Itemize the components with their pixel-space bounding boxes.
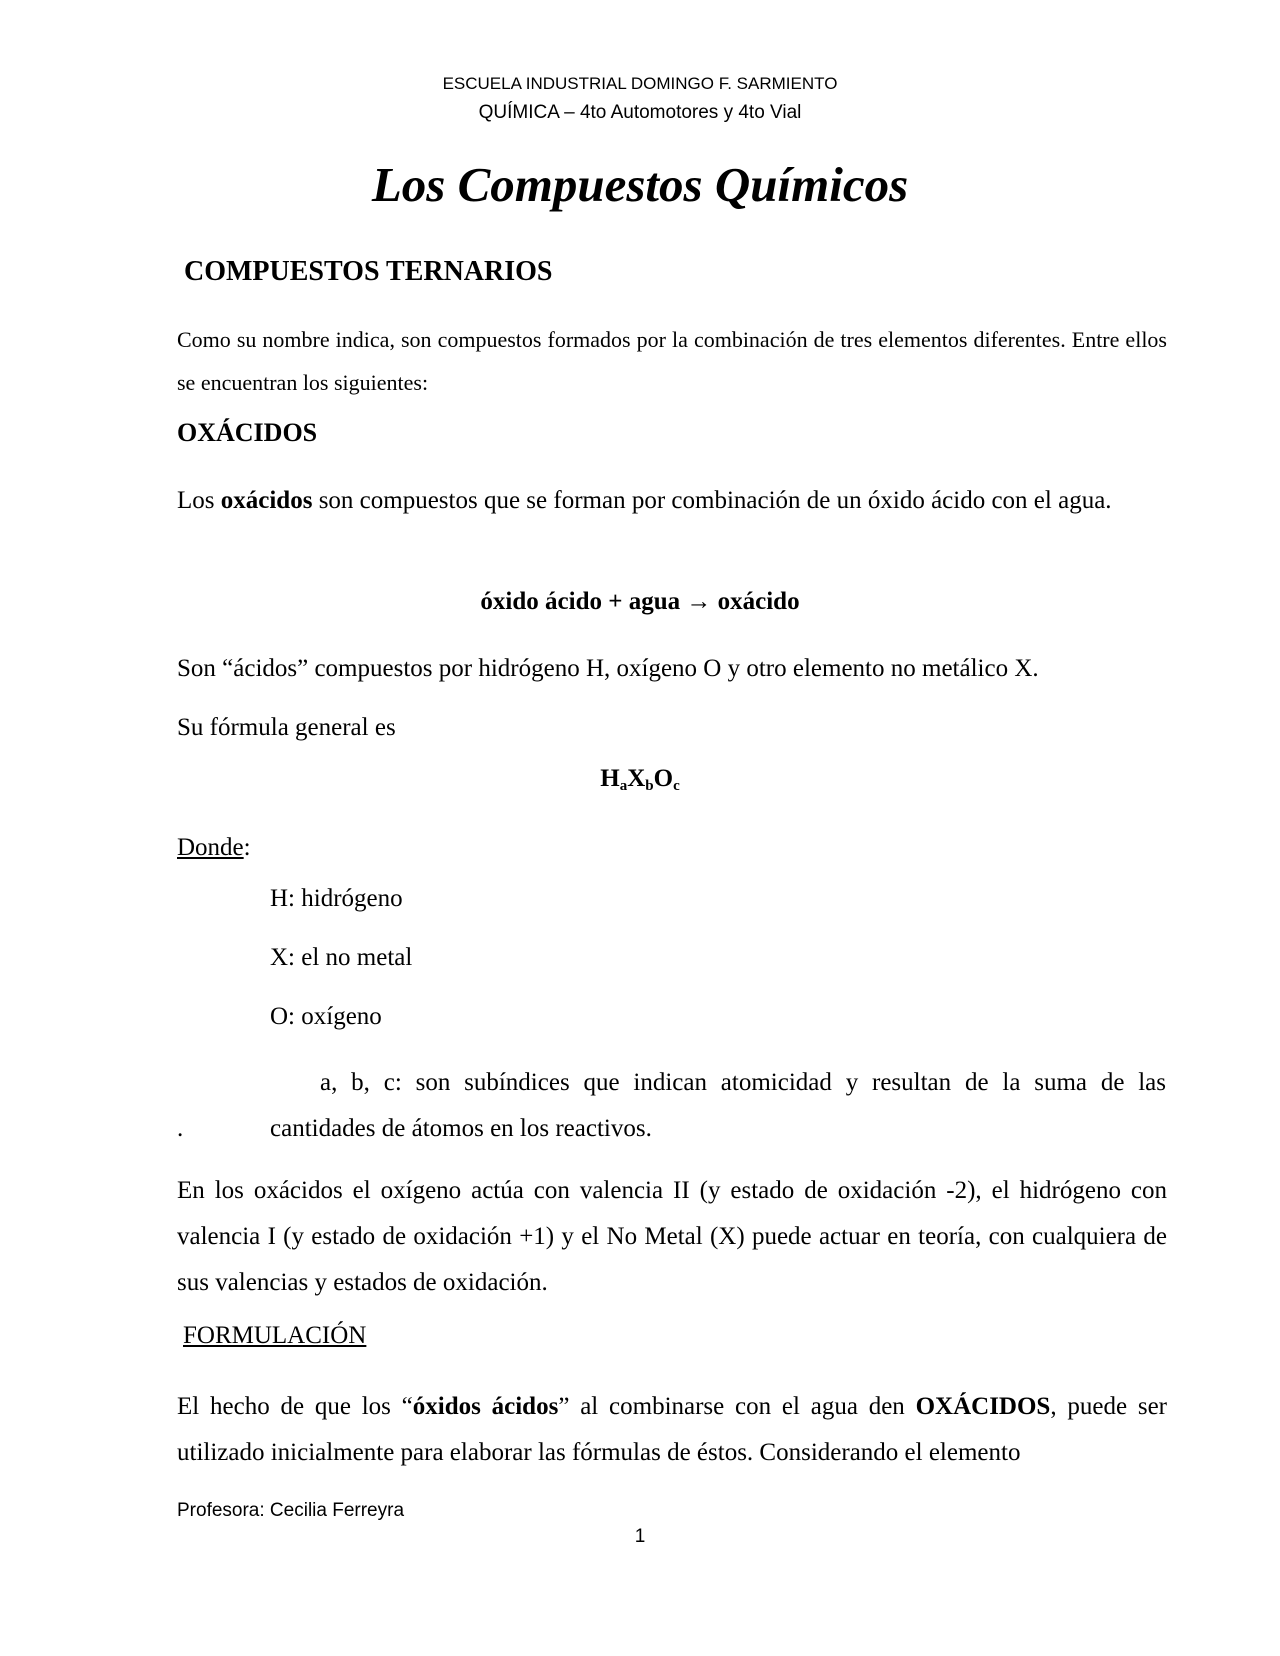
formula-o: O — [653, 765, 674, 792]
section-heading-oxacidos: OXÁCIDOS — [177, 418, 318, 447]
donde-word: Donde — [177, 834, 244, 861]
donde-label — [177, 825, 251, 871]
reaction-equation: óxido ácido + agua → oxácido — [480, 588, 800, 615]
page-title: Los Compuestos Químicos — [371, 157, 909, 212]
general-formula — [0, 765, 1280, 795]
paragraph-formulacion — [177, 1384, 1167, 1476]
section-heading-ternarios: COMPUESTOS TERNARIOS — [184, 256, 553, 287]
course-header: QUÍMICA – 4to Automotores y 4to Vial — [478, 102, 802, 123]
formulacion-text-2: ” al combinarse con el agua den — [558, 1393, 916, 1420]
intro-text-start: Los — [177, 487, 221, 514]
intro-bold-term: oxácidos — [220, 487, 313, 514]
formula-sub-a: a — [619, 778, 628, 794]
definition-hydrogen: H: hidrógeno — [270, 885, 403, 912]
formulacion-bold-1: óxidos ácidos — [412, 1393, 559, 1420]
definition-oxygen: O: oxígeno — [270, 1003, 382, 1030]
school-header: ESCUELA INDUSTRIAL DOMINGO F. SARMIENTO — [442, 74, 838, 93]
formulacion-text-1: El hecho de que los “ — [177, 1393, 413, 1420]
formulacion-text-3: , puede ser utilizado inicialmente para elaborar las fórmulas de éstos. Considerando el elemento — [177, 1393, 1167, 1466]
paragraph-valences: En los oxácidos el oxígeno actúa con valencia II (y estado de oxidación -2), el hidrógeno con valencia I (y estado de oxidación +1) y el No Metal (X) puede actuar en teoría, con cualquiera de sus valencias y estados de oxidación. — [177, 1177, 1167, 1296]
formula-x: X — [627, 765, 646, 792]
definition-nonmetal: X: el no metal — [270, 944, 413, 971]
paragraph-ternarios: Como su nombre indica, son compuestos formados por la combinación de tres elementos diferentes. Entre ellos se encuentran los siguientes: — [177, 327, 1167, 395]
stray-dot: . — [177, 1115, 184, 1142]
formula-sub-c: c — [673, 778, 680, 794]
donde-colon: : — [243, 834, 251, 861]
page-number: 1 — [634, 1526, 646, 1547]
general-formula-label: Su fórmula general es — [177, 714, 396, 741]
footer-teacher: Profesora: Cecilia Ferreyra — [177, 1500, 405, 1521]
formula-h: H — [600, 765, 620, 792]
section-heading-formulacion: FORMULACIÓN — [183, 1322, 367, 1349]
formula-sub-b: b — [645, 778, 654, 794]
intro-text-end: son compuestos que se forman por combinación de un óxido ácido con el agua. — [312, 487, 1112, 514]
formulacion-bold-2: OXÁCIDOS — [915, 1393, 1051, 1420]
definition-subscripts: a, b, c: son subíndices que indican atomicidad y resultan de la suma de las cantidades de átomos en los reactivos. — [270, 1069, 1166, 1142]
paragraph-composition: Son “ácidos” compuestos por hidrógeno H, oxígeno O y otro elemento no metálico X. — [177, 655, 1039, 682]
paragraph-oxacidos-intro — [177, 478, 1167, 524]
